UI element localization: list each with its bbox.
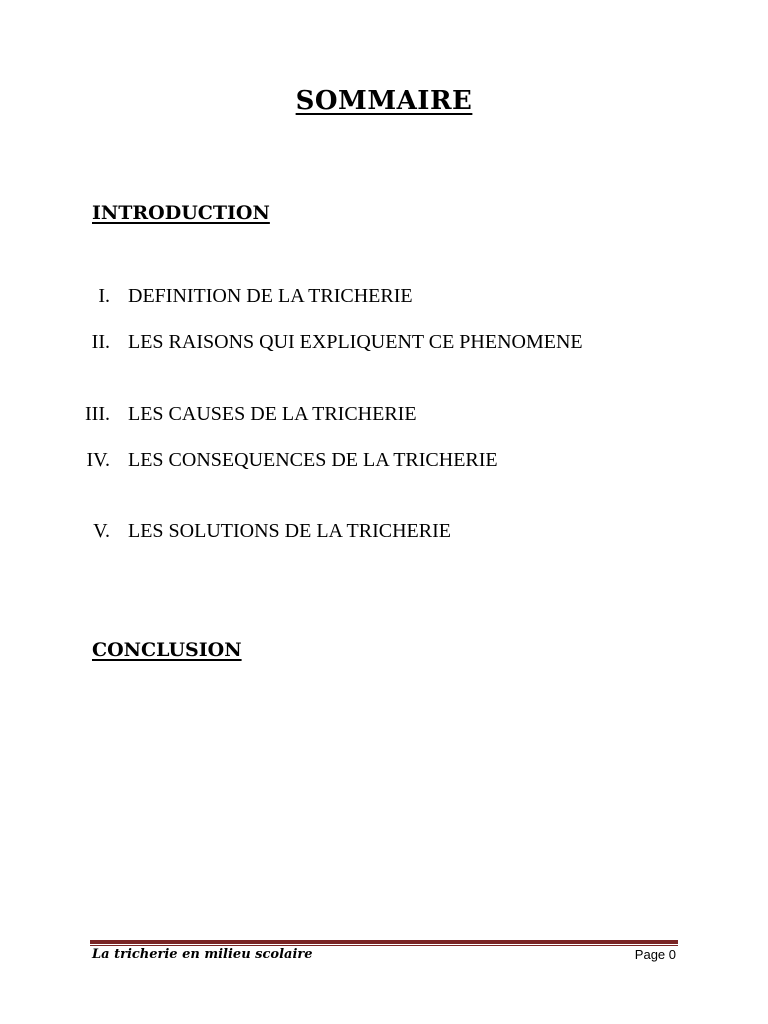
toc-item-label: LES RAISONS QUI EXPLIQUENT CE PHENOMENE (128, 331, 583, 353)
toc-item-number: II. (91, 331, 110, 353)
toc-item-number: IV. (86, 449, 110, 471)
toc-item-label: DEFINITION DE LA TRICHERIE (128, 285, 413, 307)
toc-item (0, 519, 768, 543)
introduction-heading: INTRODUCTION (92, 202, 270, 224)
toc-item-number: I. (98, 285, 110, 307)
toc-item-number: V. (93, 520, 110, 542)
footer-rule (90, 940, 678, 944)
page-title: SOMMAIRE (295, 86, 473, 116)
footer-document-title: La tricherie en milieu scolaire (92, 947, 313, 962)
toc-item-number: III. (85, 403, 110, 425)
toc-item-label: LES CAUSES DE LA TRICHERIE (128, 403, 417, 425)
toc-item (0, 330, 768, 354)
toc-item-label: LES SOLUTIONS DE LA TRICHERIE (128, 520, 451, 542)
toc-item-label: LES CONSEQUENCES DE LA TRICHERIE (128, 449, 498, 471)
conclusion-heading: CONCLUSION (92, 639, 242, 661)
toc-item (0, 402, 768, 426)
footer-rule-thin (90, 945, 678, 946)
toc-item (0, 284, 768, 308)
footer-page-number: Page 0 (634, 947, 676, 962)
toc-item (0, 448, 768, 472)
